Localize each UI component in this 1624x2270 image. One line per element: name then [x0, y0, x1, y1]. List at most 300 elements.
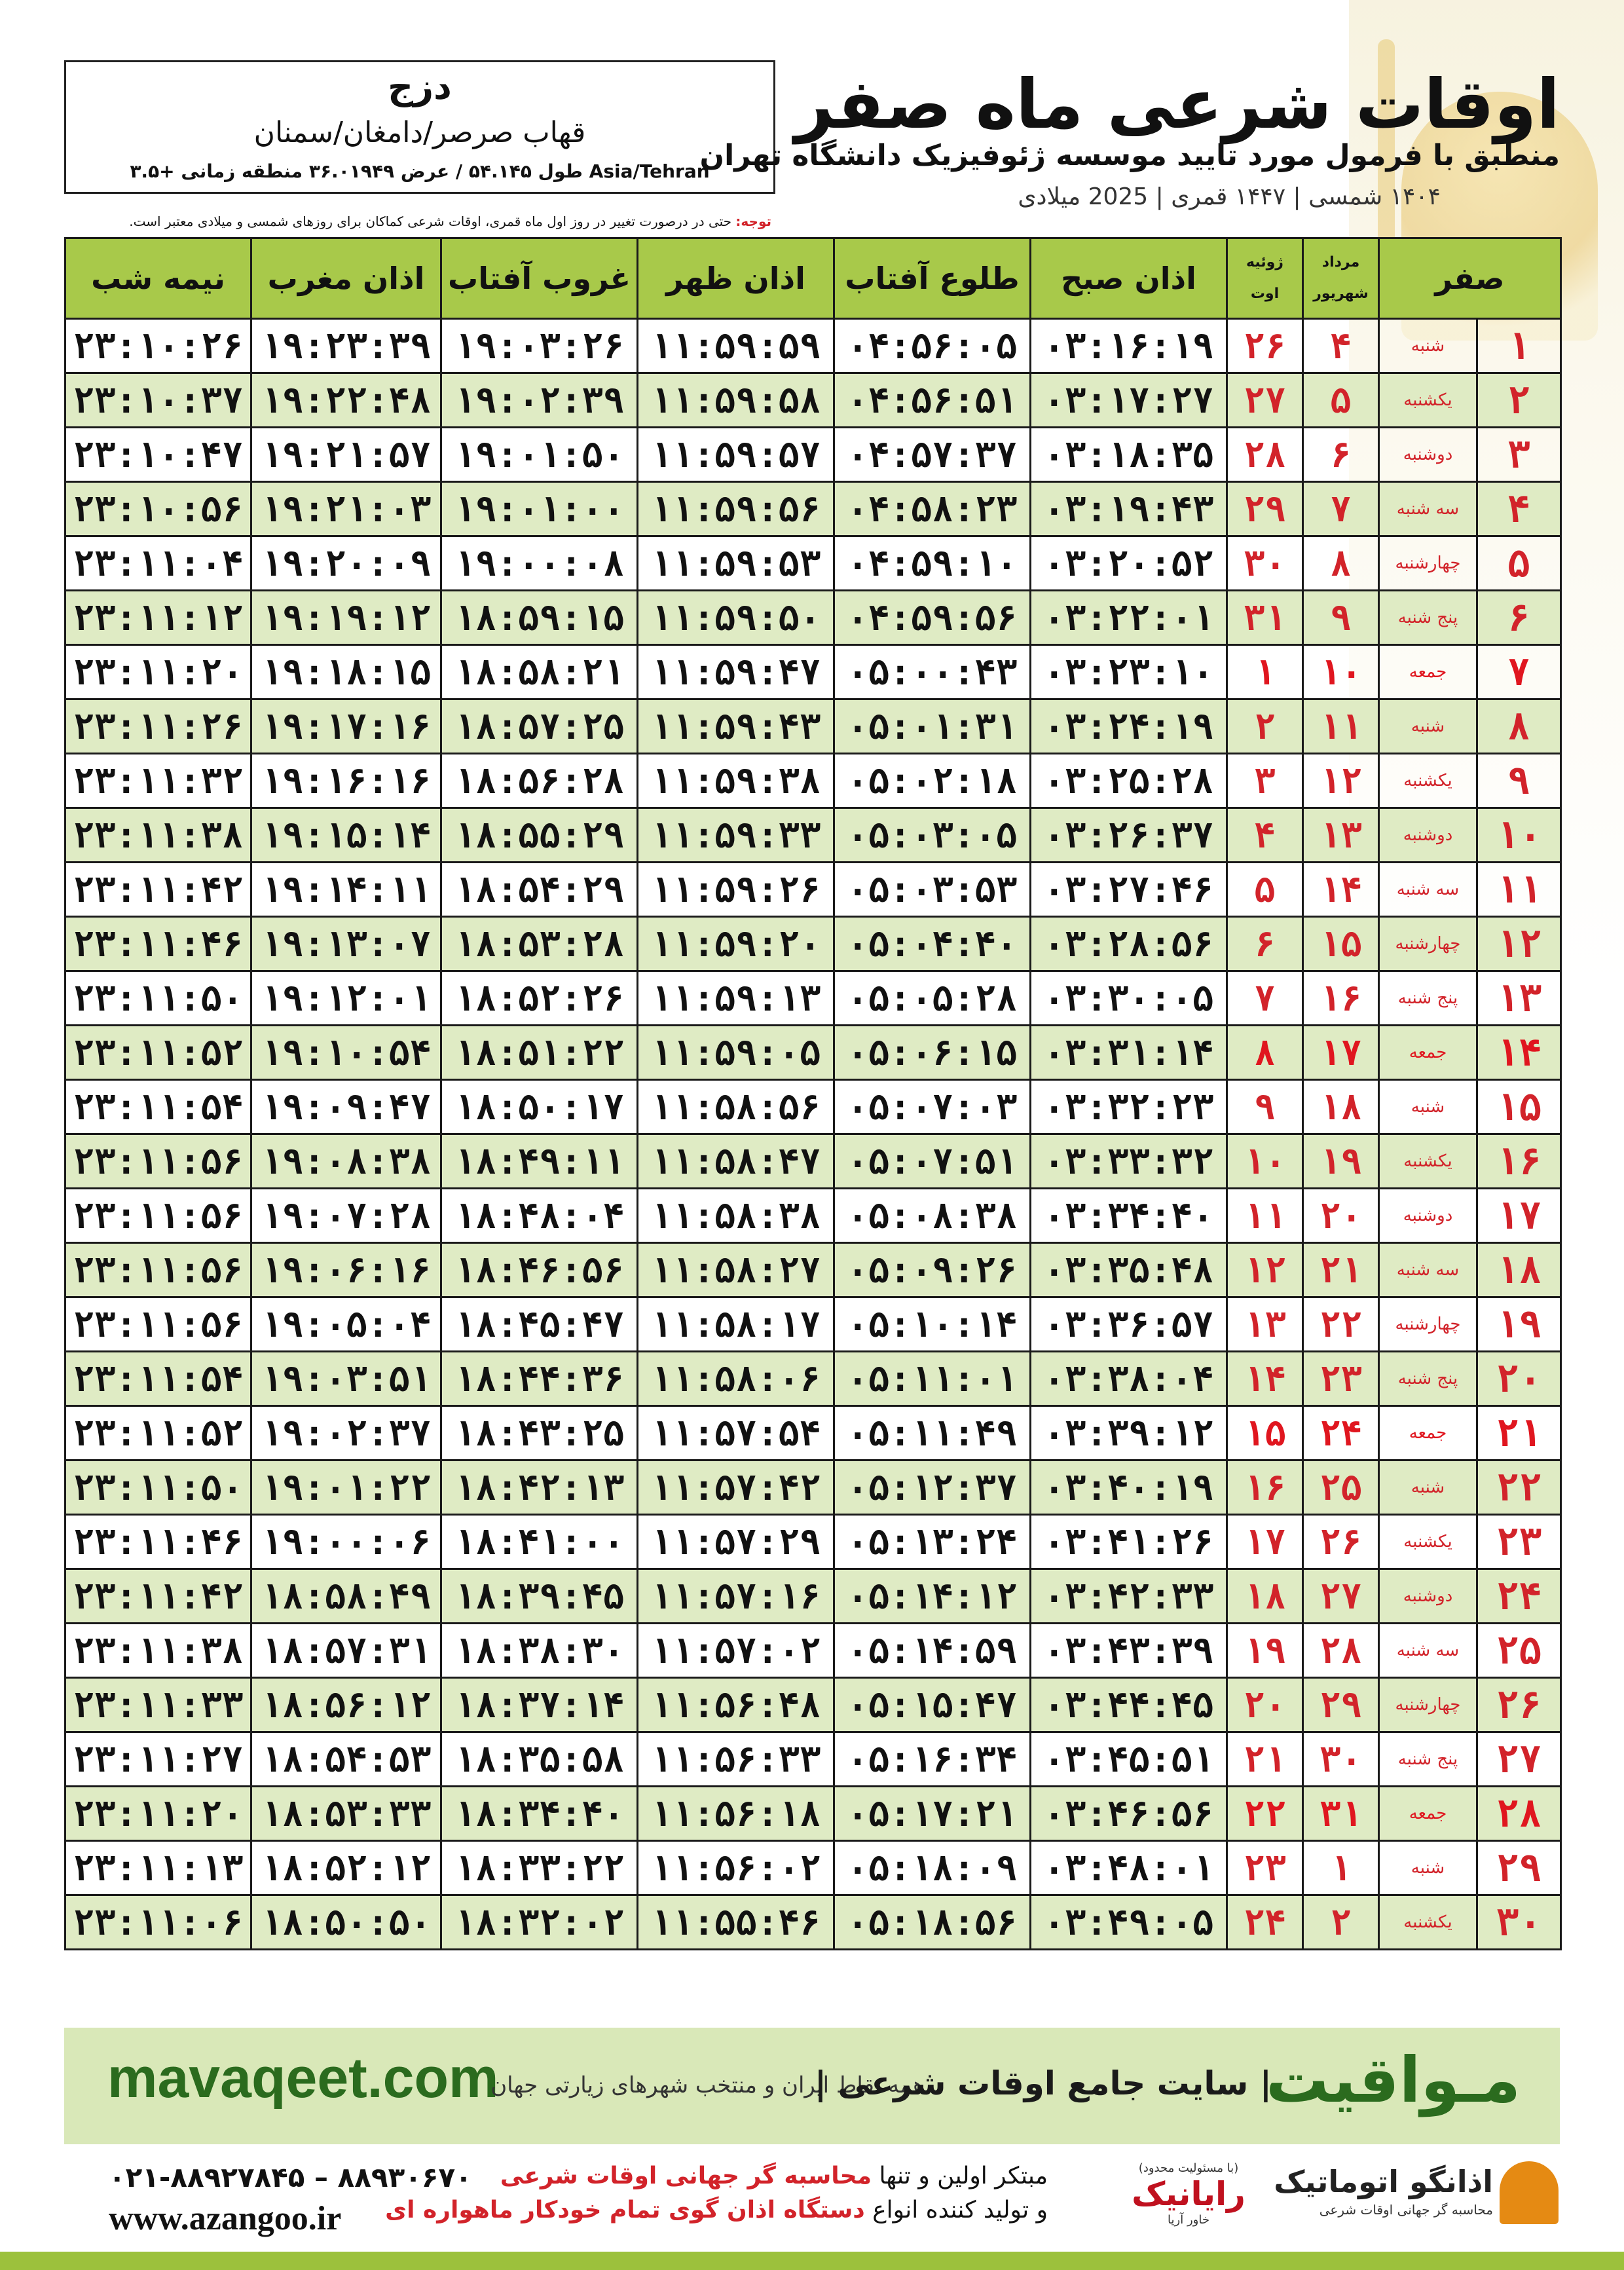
cell-sunrise: ۰۵:۰۴:۴۰ [834, 917, 1031, 971]
cell-sunset: ۱۹:۰۱:۰۰ [441, 482, 638, 536]
cell-weekday: دوشنبه [1379, 1189, 1477, 1243]
cell-midnight: ۲۳:۱۱:۵۴ [65, 1080, 251, 1134]
cell-sunrise: ۰۵:۱۷:۲۱ [834, 1787, 1031, 1841]
cell-sunrise: ۰۵:۰۶:۱۵ [834, 1026, 1031, 1080]
cell-fajr: ۰۳:۱۶:۱۹ [1031, 319, 1227, 373]
location-box [64, 60, 775, 194]
cell-sunset: ۱۸:۵۶:۲۸ [441, 754, 638, 808]
cell-weekday: دوشنبه [1379, 1569, 1477, 1624]
table-row [65, 428, 1561, 482]
cell-sunset: ۱۹:۰۳:۲۶ [441, 319, 638, 373]
cell-day: ۲۱ [1477, 1406, 1561, 1461]
table-row [65, 1352, 1561, 1406]
cell-shamsi: ۱۳ [1303, 808, 1379, 863]
cell-day: ۲۶ [1477, 1678, 1561, 1732]
cell-shamsi: ۸ [1303, 536, 1379, 591]
cell-fajr: ۰۳:۴۲:۳۳ [1031, 1569, 1227, 1624]
cell-weekday: دوشنبه [1379, 428, 1477, 482]
bottom-bar [0, 2252, 1624, 2270]
cell-sunset: ۱۸:۵۱:۲۲ [441, 1026, 638, 1080]
cell-shamsi: ۲۳ [1303, 1352, 1379, 1406]
cell-sunrise: ۰۵:۰۳:۵۳ [834, 863, 1031, 917]
cell-maghrib: ۱۹:۲۰:۰۹ [251, 536, 441, 591]
cell-weekday: سه شنبه [1379, 863, 1477, 917]
cell-midnight: ۲۳:۱۱:۵۶ [65, 1134, 251, 1189]
cell-day: ۹ [1477, 754, 1561, 808]
cell-midnight: ۲۳:۱۱:۳۸ [65, 1624, 251, 1678]
cell-fajr: ۰۳:۴۹:۰۵ [1031, 1895, 1227, 1950]
cell-shamsi: ۹ [1303, 591, 1379, 645]
cell-fajr: ۰۳:۴۵:۵۱ [1031, 1732, 1227, 1787]
table-row [65, 1134, 1561, 1189]
cell-greg: ۲۲ [1227, 1787, 1303, 1841]
banner-tagline: | سایت جامع اوقات شرعی | [814, 2064, 1272, 2102]
cell-weekday: جمعه [1379, 1026, 1477, 1080]
mavaqeet-banner [64, 2028, 1560, 2144]
cell-maghrib: ۱۹:۱۵:۱۴ [251, 808, 441, 863]
cell-day: ۲ [1477, 373, 1561, 428]
cell-weekday: سه شنبه [1379, 482, 1477, 536]
cell-sunset: ۱۸:۵۸:۲۱ [441, 645, 638, 699]
cell-midnight: ۲۳:۱۱:۵۴ [65, 1352, 251, 1406]
cell-day: ۲۸ [1477, 1787, 1561, 1841]
cell-shamsi: ۲۹ [1303, 1678, 1379, 1732]
cell-greg: ۲۴ [1227, 1895, 1303, 1950]
cell-day: ۲۳ [1477, 1515, 1561, 1569]
cell-fajr: ۰۳:۳۴:۴۰ [1031, 1189, 1227, 1243]
table-row [65, 1569, 1561, 1624]
table-row [65, 482, 1561, 536]
table-row [65, 1297, 1561, 1352]
cell-sunset: ۱۸:۴۶:۵۶ [441, 1243, 638, 1297]
cell-day: ۱۸ [1477, 1243, 1561, 1297]
cell-midnight: ۲۳:۱۱:۵۲ [65, 1406, 251, 1461]
cell-midnight: ۲۳:۱۱:۵۰ [65, 971, 251, 1026]
cell-fajr: ۰۳:۱۸:۳۵ [1031, 428, 1227, 482]
cell-fajr: ۰۳:۴۸:۰۱ [1031, 1841, 1227, 1895]
cell-sunset: ۱۸:۴۲:۱۳ [441, 1461, 638, 1515]
header-sunrise: طلوع آفتاب [834, 238, 1031, 319]
cell-shamsi: ۲۰ [1303, 1189, 1379, 1243]
cell-day: ۲۰ [1477, 1352, 1561, 1406]
cell-shamsi: ۱۷ [1303, 1026, 1379, 1080]
cell-dhuhr: ۱۱:۵۶:۴۸ [638, 1678, 834, 1732]
table-row [65, 1189, 1561, 1243]
cell-weekday: پنج شنبه [1379, 1732, 1477, 1787]
cell-sunset: ۱۹:۰۰:۰۸ [441, 536, 638, 591]
cell-dhuhr: ۱۱:۵۷:۴۲ [638, 1461, 834, 1515]
cell-dhuhr: ۱۱:۵۹:۰۵ [638, 1026, 834, 1080]
azangoo-logo [1274, 2159, 1559, 2231]
header-maghrib: اذان مغرب [251, 238, 441, 319]
cell-sunrise: ۰۴:۵۶:۰۵ [834, 319, 1031, 373]
cell-day: ۲۵ [1477, 1624, 1561, 1678]
table-row [65, 319, 1561, 373]
region-name: قهاب صرصر/دامغان/سمنان [253, 116, 586, 149]
cell-fajr: ۰۳:۴۰:۱۹ [1031, 1461, 1227, 1515]
cell-sunrise: ۰۵:۱۴:۱۲ [834, 1569, 1031, 1624]
cell-weekday: یکشنبه [1379, 1895, 1477, 1950]
cell-greg: ۱۵ [1227, 1406, 1303, 1461]
cell-sunset: ۱۸:۵۰:۱۷ [441, 1080, 638, 1134]
cell-sunset: ۱۸:۴۴:۳۶ [441, 1352, 638, 1406]
table-row [65, 1895, 1561, 1950]
cell-dhuhr: ۱۱:۵۶:۱۸ [638, 1787, 834, 1841]
cell-maghrib: ۱۹:۰۹:۴۷ [251, 1080, 441, 1134]
cell-day: ۲۲ [1477, 1461, 1561, 1515]
cell-midnight: ۲۳:۱۱:۵۲ [65, 1026, 251, 1080]
cell-shamsi: ۱۴ [1303, 863, 1379, 917]
cell-fajr: ۰۳:۴۱:۲۶ [1031, 1515, 1227, 1569]
cell-weekday: دوشنبه [1379, 808, 1477, 863]
cell-greg: ۶ [1227, 917, 1303, 971]
cell-sunset: ۱۸:۵۵:۲۹ [441, 808, 638, 863]
cell-weekday: چهارشنبه [1379, 917, 1477, 971]
rayanik-logo [1113, 2161, 1264, 2227]
cell-greg: ۳۰ [1227, 536, 1303, 591]
note-text: حتی در درصورت تغییر در روز اول ماه قمری، اوقات شرعی کماکان برای روزهای شمسی و میلادی معتبر است. [129, 214, 732, 229]
cell-sunset: ۱۸:۵۲:۲۶ [441, 971, 638, 1026]
cell-midnight: ۲۳:۱۱:۴۲ [65, 863, 251, 917]
cell-dhuhr: ۱۱:۵۶:۳۳ [638, 1732, 834, 1787]
cell-weekday: پنج شنبه [1379, 591, 1477, 645]
cell-shamsi: ۳۱ [1303, 1787, 1379, 1841]
cell-weekday: یکشنبه [1379, 1515, 1477, 1569]
cell-fajr: ۰۳:۳۲:۲۳ [1031, 1080, 1227, 1134]
cell-midnight: ۲۳:۱۱:۳۲ [65, 754, 251, 808]
cell-dhuhr: ۱۱:۵۹:۴۳ [638, 699, 834, 754]
cell-dhuhr: ۱۱:۵۷:۵۴ [638, 1406, 834, 1461]
ad-line-1 [500, 2163, 1048, 2189]
cell-midnight: ۲۳:۱۱:۵۶ [65, 1297, 251, 1352]
cell-weekday: جمعه [1379, 645, 1477, 699]
azangoo-icon [1500, 2161, 1559, 2224]
ad-line-1-b: محاسبه گر جهانی اوقات شرعی [500, 2163, 872, 2189]
cell-shamsi: ۲۵ [1303, 1461, 1379, 1515]
cell-sunset: ۱۸:۴۳:۲۵ [441, 1406, 638, 1461]
cell-shamsi: ۲۴ [1303, 1406, 1379, 1461]
cell-dhuhr: ۱۱:۵۸:۰۶ [638, 1352, 834, 1406]
cell-day: ۱۲ [1477, 917, 1561, 971]
cell-dhuhr: ۱۱:۵۹:۳۳ [638, 808, 834, 863]
cell-dhuhr: ۱۱:۵۹:۲۰ [638, 917, 834, 971]
cell-fajr: ۰۳:۲۴:۱۹ [1031, 699, 1227, 754]
cell-weekday: یکشنبه [1379, 1134, 1477, 1189]
table-row [65, 1787, 1561, 1841]
cell-maghrib: ۱۹:۲۲:۴۸ [251, 373, 441, 428]
cell-fajr: ۰۳:۴۶:۵۶ [1031, 1787, 1227, 1841]
cell-weekday: چهارشنبه [1379, 1678, 1477, 1732]
cell-day: ۸ [1477, 699, 1561, 754]
cell-day: ۱ [1477, 319, 1561, 373]
cell-weekday: جمعه [1379, 1787, 1477, 1841]
cell-dhuhr: ۱۱:۵۵:۴۶ [638, 1895, 834, 1950]
cell-day: ۱۵ [1477, 1080, 1561, 1134]
cell-midnight: ۲۳:۱۱:۱۳ [65, 1841, 251, 1895]
cell-weekday: سه شنبه [1379, 1243, 1477, 1297]
page-title: اوقات شرعی ماه صفر [794, 64, 1560, 144]
cell-sunset: ۱۸:۳۴:۴۰ [441, 1787, 638, 1841]
cell-weekday: یکشنبه [1379, 754, 1477, 808]
cell-maghrib: ۱۹:۲۱:۰۳ [251, 482, 441, 536]
cell-greg: ۱۷ [1227, 1515, 1303, 1569]
cell-weekday: جمعه [1379, 1406, 1477, 1461]
cell-weekday: یکشنبه [1379, 373, 1477, 428]
table-row [65, 917, 1561, 971]
cell-maghrib: ۱۹:۰۵:۰۴ [251, 1297, 441, 1352]
cell-dhuhr: ۱۱:۵۸:۳۸ [638, 1189, 834, 1243]
cell-sunset: ۱۸:۴۱:۰۰ [441, 1515, 638, 1569]
cell-sunrise: ۰۴:۵۹:۵۶ [834, 591, 1031, 645]
cell-midnight: ۲۳:۱۱:۰۴ [65, 536, 251, 591]
cell-sunset: ۱۸:۵۹:۱۵ [441, 591, 638, 645]
cell-dhuhr: ۱۱:۵۹:۵۸ [638, 373, 834, 428]
cell-day: ۲۹ [1477, 1841, 1561, 1895]
cell-day: ۳۰ [1477, 1895, 1561, 1950]
cell-sunrise: ۰۴:۵۸:۲۳ [834, 482, 1031, 536]
cell-greg: ۲۸ [1227, 428, 1303, 482]
cell-sunset: ۱۸:۵۳:۲۸ [441, 917, 638, 971]
cell-midnight: ۲۳:۱۱:۴۶ [65, 917, 251, 971]
cell-greg: ۱۶ [1227, 1461, 1303, 1515]
header-gregorian [1227, 238, 1303, 319]
cell-maghrib: ۱۹:۰۰:۰۶ [251, 1515, 441, 1569]
cell-greg: ۱۳ [1227, 1297, 1303, 1352]
cell-midnight: ۲۳:۱۱:۲۰ [65, 1787, 251, 1841]
cell-sunset: ۱۸:۳۹:۴۵ [441, 1569, 638, 1624]
cell-sunrise: ۰۵:۱۲:۳۷ [834, 1461, 1031, 1515]
header-shamsi-bottom: شهریور [1313, 286, 1369, 302]
note-label: توجه: [735, 214, 771, 229]
cell-midnight: ۲۳:۱۱:۲۶ [65, 699, 251, 754]
table-row [65, 1406, 1561, 1461]
cell-midnight: ۲۳:۱۱:۵۰ [65, 1461, 251, 1515]
rayanik-name: رایانیک [1132, 2175, 1246, 2213]
cell-maghrib: ۱۹:۰۸:۳۸ [251, 1134, 441, 1189]
cell-fajr: ۰۳:۱۷:۲۷ [1031, 373, 1227, 428]
cell-sunrise: ۰۵:۱۳:۲۴ [834, 1515, 1031, 1569]
cell-maghrib: ۱۹:۱۰:۵۴ [251, 1026, 441, 1080]
cell-midnight: ۲۳:۱۰:۵۶ [65, 482, 251, 536]
azangoo-url[interactable]: www.azangoo.ir [109, 2200, 342, 2237]
cell-dhuhr: ۱۱:۵۹:۳۸ [638, 754, 834, 808]
cell-shamsi: ۲ [1303, 1895, 1379, 1950]
cell-sunrise: ۰۵:۰۱:۳۱ [834, 699, 1031, 754]
cell-maghrib: ۱۸:۵۲:۱۲ [251, 1841, 441, 1895]
cell-midnight: ۲۳:۱۱:۵۶ [65, 1243, 251, 1297]
cell-greg: ۲۶ [1227, 319, 1303, 373]
cell-sunset: ۱۸:۳۳:۲۲ [441, 1841, 638, 1895]
cell-midnight: ۲۳:۱۰:۳۷ [65, 373, 251, 428]
cell-sunrise: ۰۵:۰۷:۰۳ [834, 1080, 1031, 1134]
cell-weekday: پنج شنبه [1379, 1352, 1477, 1406]
table-row [65, 1515, 1561, 1569]
cell-greg: ۱ [1227, 645, 1303, 699]
cell-midnight: ۲۳:۱۱:۳۸ [65, 808, 251, 863]
rayanik-subtitle-2: خاور آریا [1168, 2213, 1209, 2227]
prayer-times-table [64, 237, 1562, 1950]
cell-fajr: ۰۳:۲۲:۰۱ [1031, 591, 1227, 645]
note [64, 214, 771, 229]
cell-dhuhr: ۱۱:۵۹:۴۷ [638, 645, 834, 699]
cell-midnight: ۲۳:۱۱:۲۷ [65, 1732, 251, 1787]
cell-maghrib: ۱۹:۱۴:۱۱ [251, 863, 441, 917]
cell-sunset: ۱۸:۴۵:۴۷ [441, 1297, 638, 1352]
cell-day: ۲۷ [1477, 1732, 1561, 1787]
cell-maghrib: ۱۹:۱۶:۱۶ [251, 754, 441, 808]
cell-maghrib: ۱۹:۱۹:۱۲ [251, 591, 441, 645]
cell-shamsi: ۱۶ [1303, 971, 1379, 1026]
cell-dhuhr: ۱۱:۵۸:۴۷ [638, 1134, 834, 1189]
cell-fajr: ۰۳:۲۶:۳۷ [1031, 808, 1227, 863]
cell-day: ۱۳ [1477, 971, 1561, 1026]
cell-sunset: ۱۹:۰۲:۳۹ [441, 373, 638, 428]
cell-greg: ۲۹ [1227, 482, 1303, 536]
cell-maghrib: ۱۹:۱۲:۰۱ [251, 971, 441, 1026]
cell-shamsi: ۶ [1303, 428, 1379, 482]
cell-midnight: ۲۳:۱۱:۴۶ [65, 1515, 251, 1569]
cell-sunrise: ۰۵:۰۲:۱۸ [834, 754, 1031, 808]
cell-dhuhr: ۱۱:۵۷:۲۹ [638, 1515, 834, 1569]
cell-midnight: ۲۳:۱۰:۴۷ [65, 428, 251, 482]
cell-greg: ۱۴ [1227, 1352, 1303, 1406]
cell-greg: ۵ [1227, 863, 1303, 917]
cell-shamsi: ۷ [1303, 482, 1379, 536]
table-row [65, 1732, 1561, 1787]
header-midnight: نیمه شب [65, 238, 251, 319]
cell-sunrise: ۰۵:۱۴:۵۹ [834, 1624, 1031, 1678]
table-row [65, 808, 1561, 863]
cell-sunrise: ۰۵:۰۸:۳۸ [834, 1189, 1031, 1243]
cell-sunset: ۱۸:۵۴:۲۹ [441, 863, 638, 917]
cell-sunrise: ۰۵:۰۰:۴۳ [834, 645, 1031, 699]
cell-dhuhr: ۱۱:۵۹:۵۰ [638, 591, 834, 645]
cell-day: ۳ [1477, 428, 1561, 482]
cell-maghrib: ۱۸:۵۳:۳۳ [251, 1787, 441, 1841]
site-url[interactable]: mavaqeet.com [107, 2047, 499, 2110]
cell-sunrise: ۰۵:۱۱:۰۱ [834, 1352, 1031, 1406]
cell-maghrib: ۱۸:۵۶:۱۲ [251, 1678, 441, 1732]
cell-day: ۶ [1477, 591, 1561, 645]
cell-dhuhr: ۱۱:۵۷:۱۶ [638, 1569, 834, 1624]
cell-dhuhr: ۱۱:۵۹:۱۳ [638, 971, 834, 1026]
ad-line-2-b: دستگاه اذان گوی تمام خودکار ماهواره ای [385, 2197, 865, 2223]
cell-sunset: ۱۸:۳۷:۱۴ [441, 1678, 638, 1732]
cell-greg: ۱۸ [1227, 1569, 1303, 1624]
cell-dhuhr: ۱۱:۵۶:۰۲ [638, 1841, 834, 1895]
table-row [65, 971, 1561, 1026]
cell-midnight: ۲۳:۱۱:۰۶ [65, 1895, 251, 1950]
table-row [65, 754, 1561, 808]
ad-line-2-a: و تولید کننده انواع [872, 2197, 1048, 2223]
table-row [65, 1026, 1561, 1080]
cell-fajr: ۰۳:۴۴:۴۵ [1031, 1678, 1227, 1732]
table-row [65, 863, 1561, 917]
cell-greg: ۸ [1227, 1026, 1303, 1080]
ad-line-2 [385, 2197, 1048, 2223]
cell-maghrib: ۱۸:۵۷:۳۱ [251, 1624, 441, 1678]
table-row [65, 1841, 1561, 1895]
cell-weekday: شنبه [1379, 699, 1477, 754]
cell-weekday: چهارشنبه [1379, 1297, 1477, 1352]
cell-dhuhr: ۱۱:۵۷:۰۲ [638, 1624, 834, 1678]
cell-greg: ۲ [1227, 699, 1303, 754]
cell-fajr: ۰۳:۳۵:۴۸ [1031, 1243, 1227, 1297]
cell-maghrib: ۱۹:۰۲:۳۷ [251, 1406, 441, 1461]
cell-shamsi: ۱۸ [1303, 1080, 1379, 1134]
cell-maghrib: ۱۹:۰۶:۱۶ [251, 1243, 441, 1297]
header-sunset: غروب آفتاب [441, 238, 638, 319]
phone-numbers: ۰۲۱-۸۸۹۲۷۸۴۵ – ۸۸۹۳۰۶۷۰ [109, 2161, 472, 2193]
cell-day: ۱۷ [1477, 1189, 1561, 1243]
cell-maghrib: ۱۸:۵۰:۵۰ [251, 1895, 441, 1950]
header-month: صفر [1379, 238, 1561, 319]
header-dhuhr: اذان ظهر [638, 238, 834, 319]
cell-shamsi: ۱۰ [1303, 645, 1379, 699]
cell-shamsi: ۳۰ [1303, 1732, 1379, 1787]
cell-shamsi: ۱۱ [1303, 699, 1379, 754]
cell-sunset: ۱۸:۳۵:۵۸ [441, 1732, 638, 1787]
cell-fajr: ۰۳:۳۱:۱۴ [1031, 1026, 1227, 1080]
cell-day: ۷ [1477, 645, 1561, 699]
cell-fajr: ۰۳:۲۰:۵۲ [1031, 536, 1227, 591]
cell-sunset: ۱۸:۴۹:۱۱ [441, 1134, 638, 1189]
cell-sunrise: ۰۴:۵۹:۱۰ [834, 536, 1031, 591]
cell-maghrib: ۱۹:۱۸:۱۵ [251, 645, 441, 699]
cell-sunrise: ۰۵:۱۸:۵۶ [834, 1895, 1031, 1950]
cell-sunset: ۱۹:۰۱:۵۰ [441, 428, 638, 482]
cell-fajr: ۰۳:۳۸:۰۴ [1031, 1352, 1227, 1406]
cell-greg: ۲۷ [1227, 373, 1303, 428]
cell-midnight: ۲۳:۱۱:۴۲ [65, 1569, 251, 1624]
cell-maghrib: ۱۹:۰۱:۲۲ [251, 1461, 441, 1515]
cell-sunrise: ۰۴:۵۶:۵۱ [834, 373, 1031, 428]
table-body [65, 319, 1561, 1950]
cell-weekday: شنبه [1379, 1841, 1477, 1895]
banner-tagline-secondary: همه نقاط ایران و منتخب شهرهای زیارتی جهان [490, 2072, 925, 2098]
cell-greg: ۱۲ [1227, 1243, 1303, 1297]
header-gregorian-top: ژوئیه [1246, 254, 1283, 270]
cell-dhuhr: ۱۱:۵۹:۵۷ [638, 428, 834, 482]
header-gregorian-bottom: اوت [1250, 286, 1280, 302]
cell-dhuhr: ۱۱:۵۹:۵۶ [638, 482, 834, 536]
mavaqeet-logo: مـواقیت [1265, 2043, 1521, 2117]
table-row [65, 645, 1561, 699]
cell-midnight: ۲۳:۱۱:۲۰ [65, 645, 251, 699]
cell-greg: ۲۰ [1227, 1678, 1303, 1732]
cell-greg: ۲۳ [1227, 1841, 1303, 1895]
cell-day: ۵ [1477, 536, 1561, 591]
cell-shamsi: ۵ [1303, 373, 1379, 428]
header-shamsi [1303, 238, 1379, 319]
cell-greg: ۱۱ [1227, 1189, 1303, 1243]
cell-maghrib: ۱۹:۲۱:۵۷ [251, 428, 441, 482]
cell-sunset: ۱۸:۵۷:۲۵ [441, 699, 638, 754]
cell-shamsi: ۱۵ [1303, 917, 1379, 971]
cell-day: ۱۱ [1477, 863, 1561, 917]
cell-maghrib: ۱۹:۰۳:۵۱ [251, 1352, 441, 1406]
cell-greg: ۴ [1227, 808, 1303, 863]
cell-greg: ۲۱ [1227, 1732, 1303, 1787]
cell-fajr: ۰۳:۴۳:۳۹ [1031, 1624, 1227, 1678]
cell-day: ۱۰ [1477, 808, 1561, 863]
cell-day: ۱۴ [1477, 1026, 1561, 1080]
cell-midnight: ۲۳:۱۱:۳۳ [65, 1678, 251, 1732]
cell-sunrise: ۰۴:۵۷:۳۷ [834, 428, 1031, 482]
table-row [65, 1678, 1561, 1732]
cell-greg: ۷ [1227, 971, 1303, 1026]
cell-shamsi: ۲۷ [1303, 1569, 1379, 1624]
